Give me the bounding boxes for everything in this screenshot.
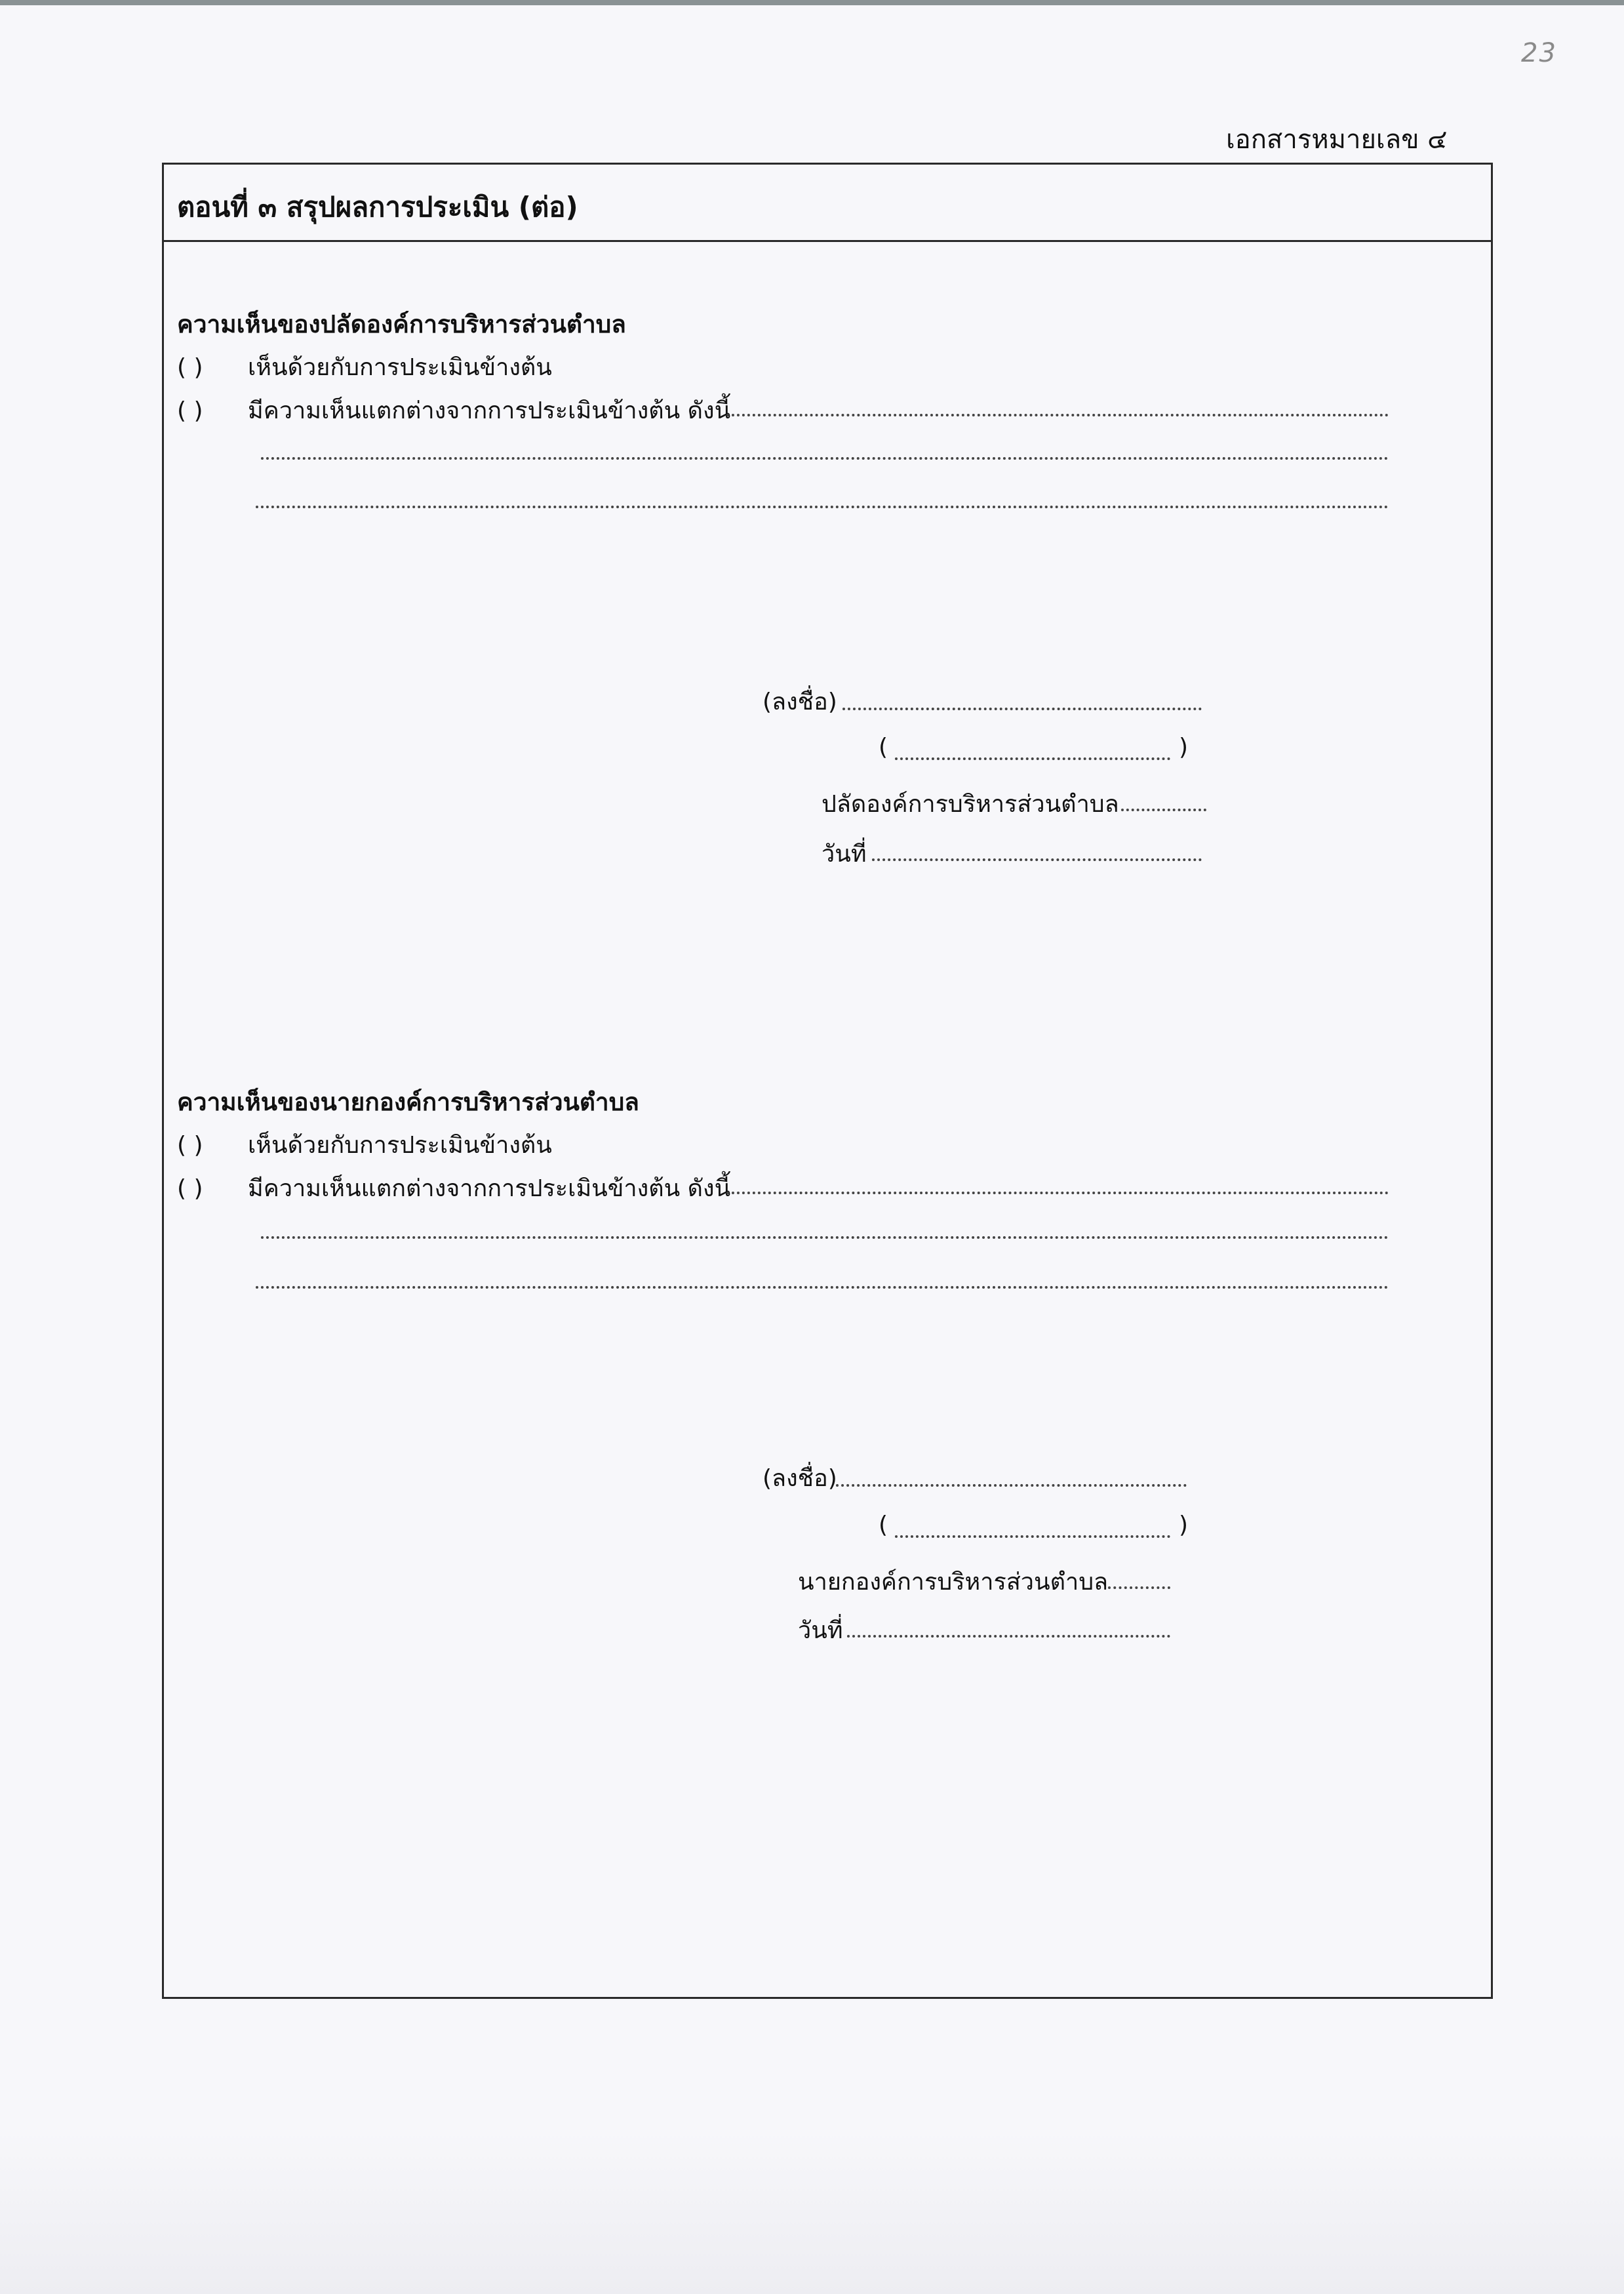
scan-shade-bottom xyxy=(0,2131,1624,2294)
comment-line[interactable] xyxy=(261,457,1389,460)
option-agree-nayok[interactable] xyxy=(177,1126,552,1163)
option-checkbox[interactable]: ( ) xyxy=(177,354,203,381)
name-open-paren: ( xyxy=(879,1512,888,1539)
comment-line[interactable] xyxy=(261,1236,1389,1239)
comment-line[interactable] xyxy=(256,506,1389,508)
comment-line[interactable] xyxy=(726,414,1389,416)
option-label: เห็นด้วยกับการประเมินข้างต้น xyxy=(248,1132,552,1159)
sign-label: (ลงชื่อ) xyxy=(762,689,837,715)
signature-line[interactable] xyxy=(836,1484,1187,1487)
signature-line[interactable] xyxy=(842,708,1202,710)
name-line[interactable] xyxy=(895,1535,1170,1538)
section-heading-palat: ความเห็นของปลัดองค์การบริหารส่วนตำบล xyxy=(177,310,626,338)
name-close-paren: ) xyxy=(1179,734,1189,761)
option-label: เห็นด้วยกับการประเมินข้างต้น xyxy=(248,354,552,381)
date-line[interactable] xyxy=(847,1635,1170,1638)
date-label: วันที่ xyxy=(822,841,867,868)
date-line[interactable] xyxy=(872,858,1202,861)
name-open-paren: ( xyxy=(879,734,888,761)
position-label: นายกองค์การบริหารส่วนตำบล xyxy=(798,1569,1109,1596)
sign-label: (ลงชื่อ) xyxy=(762,1465,837,1492)
document-label: เอกสารหมายเลข ๔ xyxy=(1226,125,1448,155)
option-checkbox[interactable]: ( ) xyxy=(177,397,203,424)
option-disagree-palat[interactable] xyxy=(177,392,730,429)
position-line[interactable] xyxy=(1108,1586,1170,1589)
position-line[interactable] xyxy=(1121,809,1206,811)
option-label: มีความเห็นแตกต่างจากการประเมินข้างต้น ดังนี้ xyxy=(248,1175,731,1202)
section-heading-nayok: ความเห็นของนายกองค์การบริหารส่วนตำบล xyxy=(177,1088,639,1116)
option-label: มีความเห็นแตกต่างจากการประเมินข้างต้น ดังนี้ xyxy=(248,397,731,424)
handwritten-page-number: 23 xyxy=(1521,38,1557,68)
comment-line[interactable] xyxy=(256,1286,1389,1289)
option-checkbox[interactable]: ( ) xyxy=(177,1175,203,1202)
name-close-paren: ) xyxy=(1179,1512,1189,1539)
form-frame xyxy=(162,163,1493,1999)
option-checkbox[interactable]: ( ) xyxy=(177,1132,203,1159)
date-label: วันที่ xyxy=(798,1617,843,1644)
comment-line[interactable] xyxy=(726,1192,1389,1194)
form-title: ตอนที่ ๓ สรุปผลการประเมิน (ต่อ) xyxy=(177,191,578,223)
option-disagree-nayok[interactable] xyxy=(177,1169,730,1207)
scan-edge-top xyxy=(0,0,1624,5)
option-agree-palat[interactable] xyxy=(177,348,552,386)
form-header xyxy=(164,165,1491,242)
name-line[interactable] xyxy=(895,757,1170,760)
position-label: ปลัดองค์การบริหารส่วนตำบล xyxy=(822,791,1119,818)
